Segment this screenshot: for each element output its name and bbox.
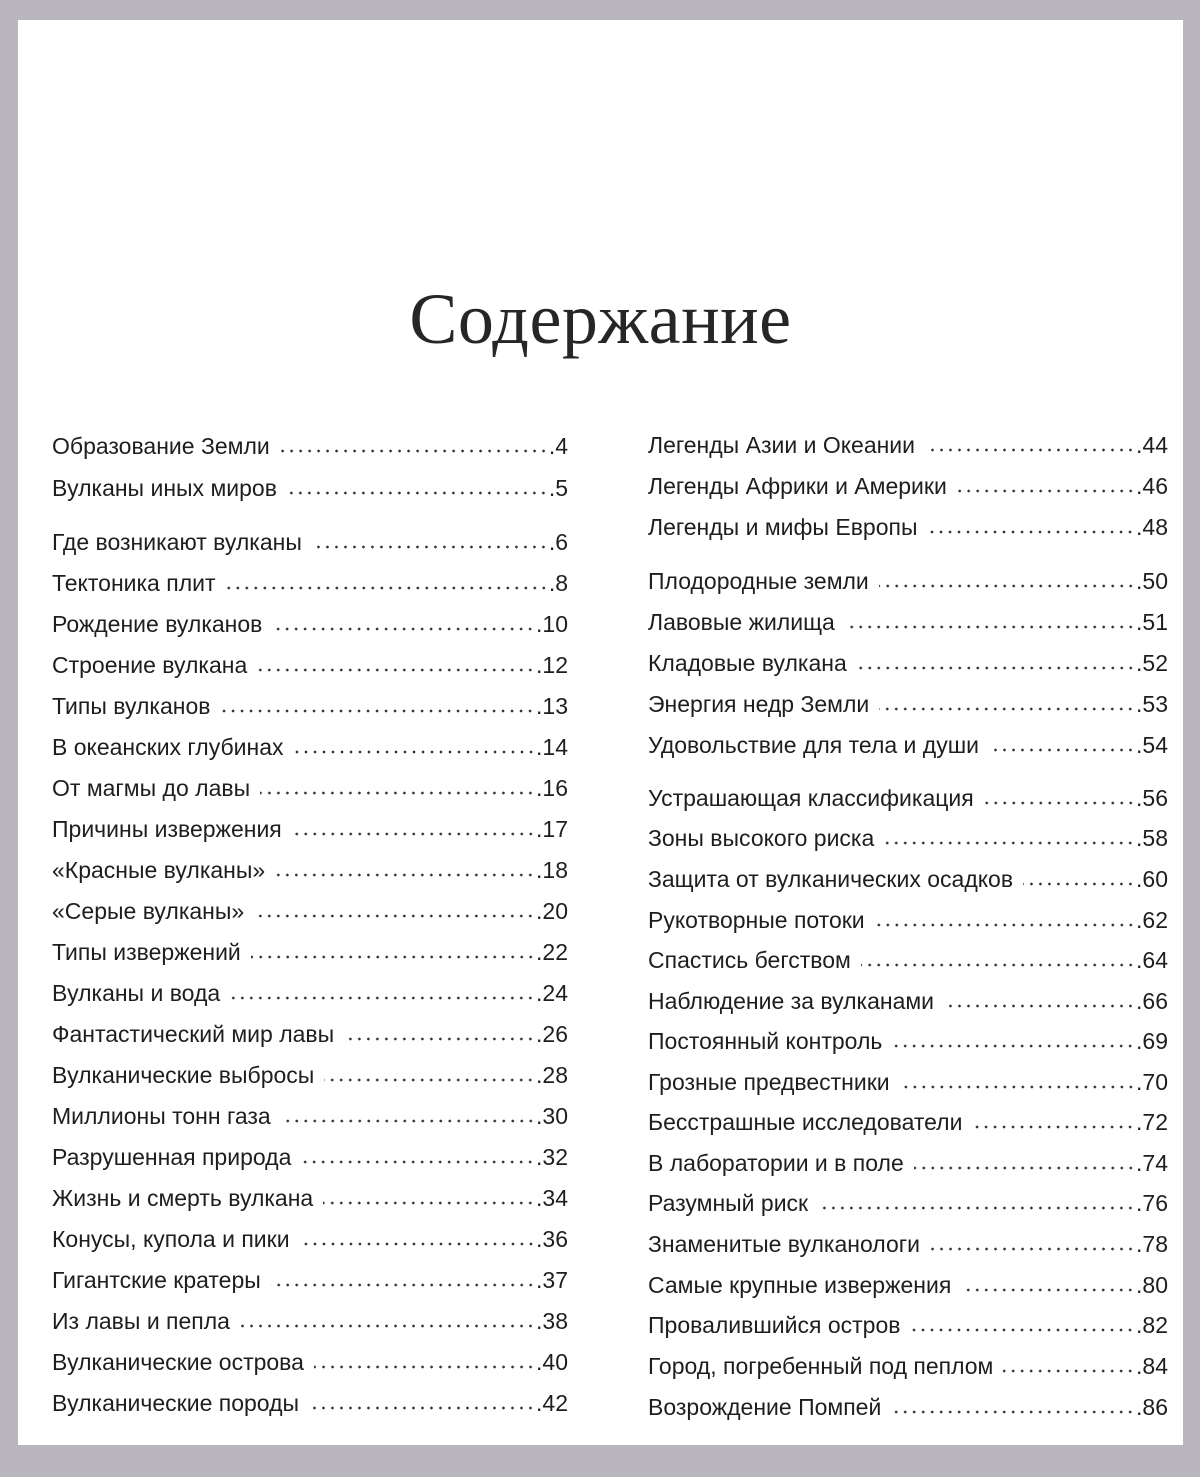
dot-leader: [972, 1125, 1135, 1129]
toc-entry: [52, 729, 568, 761]
toc-entry-title: «Серые вулканы»: [52, 898, 245, 924]
toc-entry: [52, 1098, 568, 1130]
toc-entry-page-number: .38: [536, 1308, 568, 1334]
toc-entry-page-number: .76: [1136, 1190, 1168, 1216]
toc-entry: [648, 604, 1168, 636]
dot-leader: [251, 955, 535, 959]
toc-entry-page-number: .53: [1136, 691, 1168, 717]
toc-entry-title: Удовольствие для тела и души: [648, 732, 980, 758]
toc-entry-title: Тектоника плит: [52, 570, 216, 596]
toc-entry-page-number: .82: [1136, 1312, 1168, 1338]
dot-leader: [230, 996, 535, 1000]
toc-entry-title: Провалившийся остров: [648, 1312, 901, 1338]
toc-entry-title: Где возникают вулканы: [52, 529, 302, 555]
page: [18, 20, 1183, 1445]
toc-entry-page-number: .42: [536, 1390, 568, 1416]
toc-entry-page-number: .78: [1136, 1231, 1168, 1257]
dot-leader: [281, 1119, 535, 1123]
toc-entry-page-number: .13: [536, 693, 568, 719]
toc-entry-page-number: .74: [1136, 1150, 1168, 1176]
toc-entry-page-number: .30: [536, 1103, 568, 1129]
toc-entry-page-number: .28: [536, 1062, 568, 1088]
toc-entry: [52, 1180, 568, 1212]
toc-entry-title: Типы вулканов: [52, 693, 211, 719]
dot-leader: [292, 832, 535, 836]
toc-entry-page-number: .60: [1136, 866, 1168, 892]
toc-entry-title: Легенды Африки и Америки: [648, 473, 947, 499]
toc-entry-page-number: .37: [536, 1267, 568, 1293]
toc-entry-page-number: .72: [1136, 1109, 1168, 1135]
dot-leader: [845, 625, 1135, 629]
toc-entry-page-number: .6: [548, 529, 568, 555]
dot-leader: [884, 841, 1135, 845]
toc-entry-page-number: .44: [1136, 432, 1168, 458]
dot-leader: [900, 1085, 1135, 1089]
toc-entry-title: Защита от вулканических осадков: [648, 866, 1014, 892]
dot-leader: [254, 914, 535, 918]
toc-entry-page-number: .86: [1136, 1394, 1168, 1420]
toc-entry: [52, 1221, 568, 1253]
toc-entry-page-number: .14: [536, 734, 568, 760]
dot-leader: [287, 491, 548, 495]
toc-entry-page-number: .52: [1136, 650, 1168, 676]
toc-entry-page-number: .62: [1136, 907, 1168, 933]
dot-leader: [879, 707, 1135, 711]
dot-leader: [323, 1201, 535, 1205]
dot-leader: [818, 1206, 1135, 1210]
dot-leader: [226, 586, 548, 590]
toc-entry-title: Вулканы иных миров: [52, 475, 277, 501]
toc-entry-page-number: .5: [548, 475, 568, 501]
toc-entry-page-number: .8: [548, 570, 568, 596]
toc-entry: [648, 468, 1168, 500]
toc-entry: [52, 524, 568, 556]
dot-leader: [300, 1242, 535, 1246]
toc-entry-page-number: .64: [1136, 947, 1168, 973]
toc-entry: [648, 1389, 1168, 1421]
toc-entry-title: Причины извержения: [52, 816, 282, 842]
toc-entry-title: Наблюдение за вулканами: [648, 988, 935, 1014]
toc-entry-title: Образование Земли: [52, 433, 270, 459]
toc-entry-title: Возрождение Помпей: [648, 1394, 882, 1420]
toc-entry-title: Рождение вулканов: [52, 611, 263, 637]
toc-entry-page-number: .46: [1136, 473, 1168, 499]
toc-entry-title: В лаборатории и в поле: [648, 1150, 904, 1176]
toc-entry-page-number: .16: [536, 775, 568, 801]
toc-entry: [648, 1185, 1168, 1217]
toc-entry: [648, 509, 1168, 541]
toc-entry-page-number: .84: [1136, 1353, 1168, 1379]
dot-leader: [879, 584, 1135, 588]
toc-entry: [648, 727, 1168, 759]
toc-entry-title: Знаменитые вулканологи: [648, 1231, 920, 1257]
toc-entry-title: Вулканы и вода: [52, 980, 221, 1006]
toc-entry-title: Разрушенная природа: [52, 1144, 292, 1170]
dot-leader: [344, 1037, 535, 1041]
toc-entry-title: Зоны высокого риска: [648, 825, 875, 851]
dot-leader: [961, 1288, 1135, 1292]
toc-entry: [52, 852, 568, 884]
dot-leader: [220, 709, 535, 713]
dot-leader: [957, 489, 1135, 493]
toc-entry: [52, 893, 568, 925]
toc-entry-title: В океанских глубинах: [52, 734, 284, 760]
toc-entry: [648, 861, 1168, 893]
toc-entry: [52, 1303, 568, 1335]
dot-leader: [989, 748, 1135, 752]
toc-entry-page-number: .4: [548, 433, 568, 459]
toc-entry-title: Энергия недр Земли: [648, 691, 870, 717]
dot-leader: [927, 530, 1135, 534]
toc-entry-page-number: .24: [536, 980, 568, 1006]
toc-entry-title: Конусы, купола и пики: [52, 1226, 290, 1252]
toc-entry-page-number: .69: [1136, 1028, 1168, 1054]
dot-leader: [910, 1328, 1135, 1332]
toc-entry-page-number: .34: [536, 1185, 568, 1211]
toc-entry-page-number: .18: [536, 857, 568, 883]
toc-entry-title: Гигантские кратеры: [52, 1267, 261, 1293]
toc-entry-title: Рукотворные потоки: [648, 907, 865, 933]
toc-entry-title: Лавовые жилища: [648, 609, 835, 635]
toc-entry: [648, 902, 1168, 934]
dot-leader: [280, 449, 548, 453]
dot-leader: [314, 1365, 535, 1369]
dot-leader: [260, 791, 535, 795]
dot-leader: [240, 1324, 535, 1328]
toc-entry-title: Разумный риск: [648, 1190, 809, 1216]
dot-leader: [272, 627, 535, 631]
toc-entry-title: Вулканические острова: [52, 1349, 304, 1375]
dot-leader: [257, 668, 535, 672]
dot-leader: [857, 666, 1135, 670]
dot-leader: [875, 923, 1135, 927]
dot-leader: [1023, 882, 1135, 886]
toc-entry: [648, 1145, 1168, 1177]
dot-leader: [914, 1166, 1135, 1170]
toc-entry: [648, 645, 1168, 677]
toc-entry-page-number: .22: [536, 939, 568, 965]
toc-entry-title: Плодородные земли: [648, 568, 869, 594]
toc-entry: [648, 1267, 1168, 1299]
toc-entry: [52, 1262, 568, 1294]
toc-entry-title: Строение вулкана: [52, 652, 248, 678]
toc-entry-page-number: .32: [536, 1144, 568, 1170]
dot-leader: [312, 545, 548, 549]
toc-entry-page-number: .70: [1136, 1069, 1168, 1095]
toc-entry-page-number: .51: [1136, 609, 1168, 635]
toc-entry: [52, 811, 568, 843]
toc-entry: [52, 1139, 568, 1171]
toc-entry-title: Кладовые вулкана: [648, 650, 847, 676]
page-title: Содержание: [409, 279, 792, 359]
dot-leader: [324, 1078, 535, 1082]
toc-entry: [648, 983, 1168, 1015]
toc-entry: [648, 1023, 1168, 1055]
toc-entry-title: Устрашающая классификация: [648, 785, 974, 811]
toc-entry-title: Типы извержений: [52, 939, 241, 965]
toc-entry: [648, 563, 1168, 595]
toc-entry: [648, 427, 1168, 459]
toc-entry: [52, 1385, 568, 1417]
toc-entry: [52, 1057, 568, 1089]
toc-entry: [648, 1064, 1168, 1096]
dot-leader: [891, 1410, 1135, 1414]
toc-entry: [648, 1104, 1168, 1136]
toc-entry-title: Легенды Азии и Океании: [648, 432, 916, 458]
toc-entry-title: Бесстрашные исследователи: [648, 1109, 963, 1135]
toc-entry-page-number: .58: [1136, 825, 1168, 851]
toc-entry-title: Из лавы и пепла: [52, 1308, 230, 1334]
toc-entry: [52, 470, 568, 502]
toc-entry: [52, 606, 568, 638]
dot-leader: [1003, 1369, 1135, 1373]
dot-leader: [925, 448, 1135, 452]
toc-entry: [52, 647, 568, 679]
toc-entry: [648, 820, 1168, 852]
toc-entry-page-number: .50: [1136, 568, 1168, 594]
toc-entry-title: Миллионы тонн газа: [52, 1103, 271, 1129]
toc-entry: [52, 428, 568, 460]
dot-leader: [294, 750, 536, 754]
toc-entry: [52, 770, 568, 802]
toc-entry-title: Грозные предвестники: [648, 1069, 890, 1095]
toc-entry-page-number: .36: [536, 1226, 568, 1252]
toc-entry-page-number: .80: [1136, 1272, 1168, 1298]
toc-entry: [52, 1016, 568, 1048]
toc-entry-title: Фантастический мир лавы: [52, 1021, 335, 1047]
toc-entry-title: От магмы до лавы: [52, 775, 251, 801]
toc-entry-page-number: .20: [536, 898, 568, 924]
toc-entry-title: Вулканические породы: [52, 1390, 300, 1416]
toc-entry-page-number: .56: [1136, 785, 1168, 811]
dot-leader: [892, 1044, 1135, 1048]
toc-entry-title: Спастись бегством: [648, 947, 851, 973]
toc-entry-page-number: .48: [1136, 514, 1168, 540]
toc-entry: [52, 565, 568, 597]
toc-entry: [52, 1344, 568, 1376]
dot-leader: [861, 963, 1135, 967]
toc-entry-page-number: .12: [536, 652, 568, 678]
toc-entry-page-number: .40: [536, 1349, 568, 1375]
toc-entry-page-number: .17: [536, 816, 568, 842]
toc-entry-page-number: .10: [536, 611, 568, 637]
toc-entry: [648, 1226, 1168, 1258]
dot-leader: [984, 801, 1135, 805]
toc-entry-title: Город, погребенный под пеплом: [648, 1353, 994, 1379]
dot-leader: [301, 1160, 535, 1164]
toc-entry: [52, 975, 568, 1007]
toc-entry-title: Жизнь и смерть вулкана: [52, 1185, 314, 1211]
toc-entry-title: Самые крупные извержения: [648, 1272, 952, 1298]
toc-entry: [648, 1348, 1168, 1380]
dot-leader: [275, 873, 535, 877]
toc-entry-page-number: .26: [536, 1021, 568, 1047]
toc-entry-title: «Красные вулканы»: [52, 857, 266, 883]
toc-entry-page-number: .66: [1136, 988, 1168, 1014]
toc-entry-title: Вулканические выбросы: [52, 1062, 315, 1088]
toc-entry: [52, 688, 568, 720]
toc-entry: [648, 780, 1168, 812]
toc-entry: [648, 1307, 1168, 1339]
dot-leader: [944, 1004, 1135, 1008]
dot-leader: [930, 1247, 1135, 1251]
toc-entry: [648, 942, 1168, 974]
toc-entry: [648, 686, 1168, 718]
toc-entry-title: Постоянный контроль: [648, 1028, 883, 1054]
dot-leader: [271, 1283, 535, 1287]
dot-leader: [309, 1406, 535, 1410]
toc-entry: [52, 934, 568, 966]
toc-entry-page-number: .54: [1136, 732, 1168, 758]
toc-entry-title: Легенды и мифы Европы: [648, 514, 918, 540]
